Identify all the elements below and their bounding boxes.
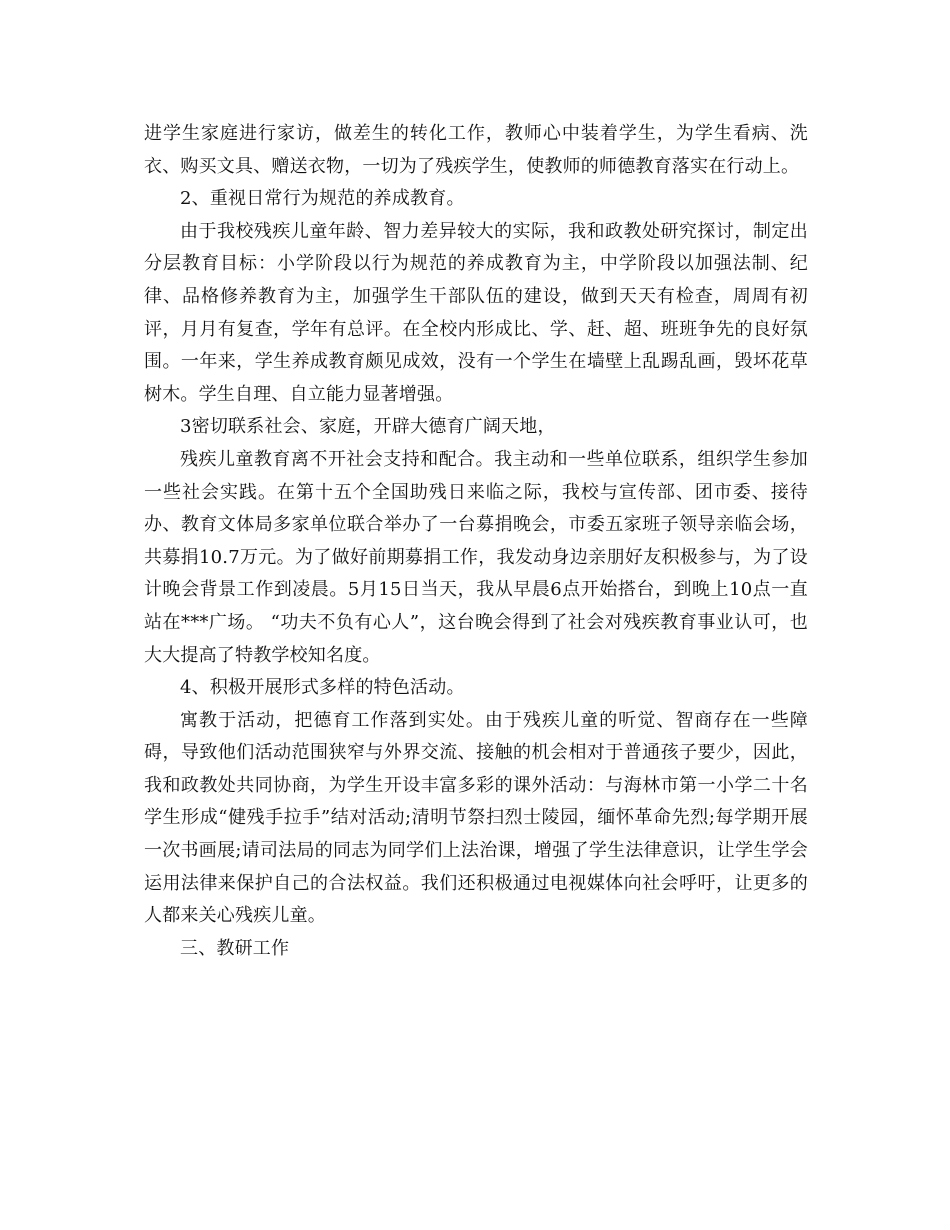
paragraph-activities: 寓教于活动，把德育工作落到实处。由于残疾儿童的听觉、智商存在一些障碍，导致他们活动范围狭窄与外界交流、接触的机会相对于普通孩子要少，因此，我和政教处共同协商，为学生开设丰富多彩的课外活动：与海林市第一小学二十名学生形成“健残手拉手”结对活动;清明节祭扫烈士陵园，缅怀革命先烈;每学期开展一次书画展;请司法局的同志为同学们上法治课，增强了学生法律意识，让学生学会运用法律来保护自己的合法权益。我们还积极通过电视媒体向社会呼吁，让更多的人都来关心残疾儿童。 (144, 709, 808, 927)
section-heading-society: 3密切联系社会、家庭，开辟大德育广阔天地， (180, 416, 556, 438)
paragraph-society: 残疾儿童教育离不开社会支持和配合。我主动和一些单位联系，组织学生参加一些社会实践。在第十五个全国助残日来临之际，我校与宣传部、团市委、接待办、教育文体局多家单位联合举办了一台募捐晚会，市委五家班子领导亲临会场，共募捐10.7万元。为了做好前期募捐工作，我发动身边亲朋好友积极参与，为了设计晚会背景工作到凌晨。5月15日当天，我从早晨6点开始搭台，到晚上10点一直站在***广场。 “功夫不负有心人”，这台晚会得到了社会对残疾教育事业认可，也大大提高了特教学校知名度。 (144, 448, 808, 666)
section-heading-activities: 4、积极开展形式多样的特色活动。 (180, 677, 465, 699)
paragraph-continuation: 进学生家庭进行家访，做差生的转化工作，教师心中装着学生，为学生看病、洗衣、购买文具、赠送衣物，一切为了残疾学生，使教师的师德教育落实在行动上。 (144, 123, 808, 177)
document-page (144, 118, 808, 965)
section-heading-research: 三、教研工作 (180, 937, 290, 959)
paragraph-behavior: 由于我校残疾儿童年龄、智力差异较大的实际，我和政教处研究探讨，制定出分层教育目标：小学阶段以行为规范的养成教育为主，中学阶段以加强法制、纪律、品格修养教育为主，加强学生干部队伍的建设，做到天天有检查，周周有初评，月月有复查，学年有总评。在全校内形成比、学、赶、超、班班争先的良好氛围。一年来，学生养成教育颇见成效，没有一个学生在墙壁上乱踢乱画，毁坏花草树木。学生自理、自立能力显著增强。 (144, 220, 808, 405)
section-heading-behavior: 2、重视日常行为规范的养成教育。 (180, 188, 465, 210)
